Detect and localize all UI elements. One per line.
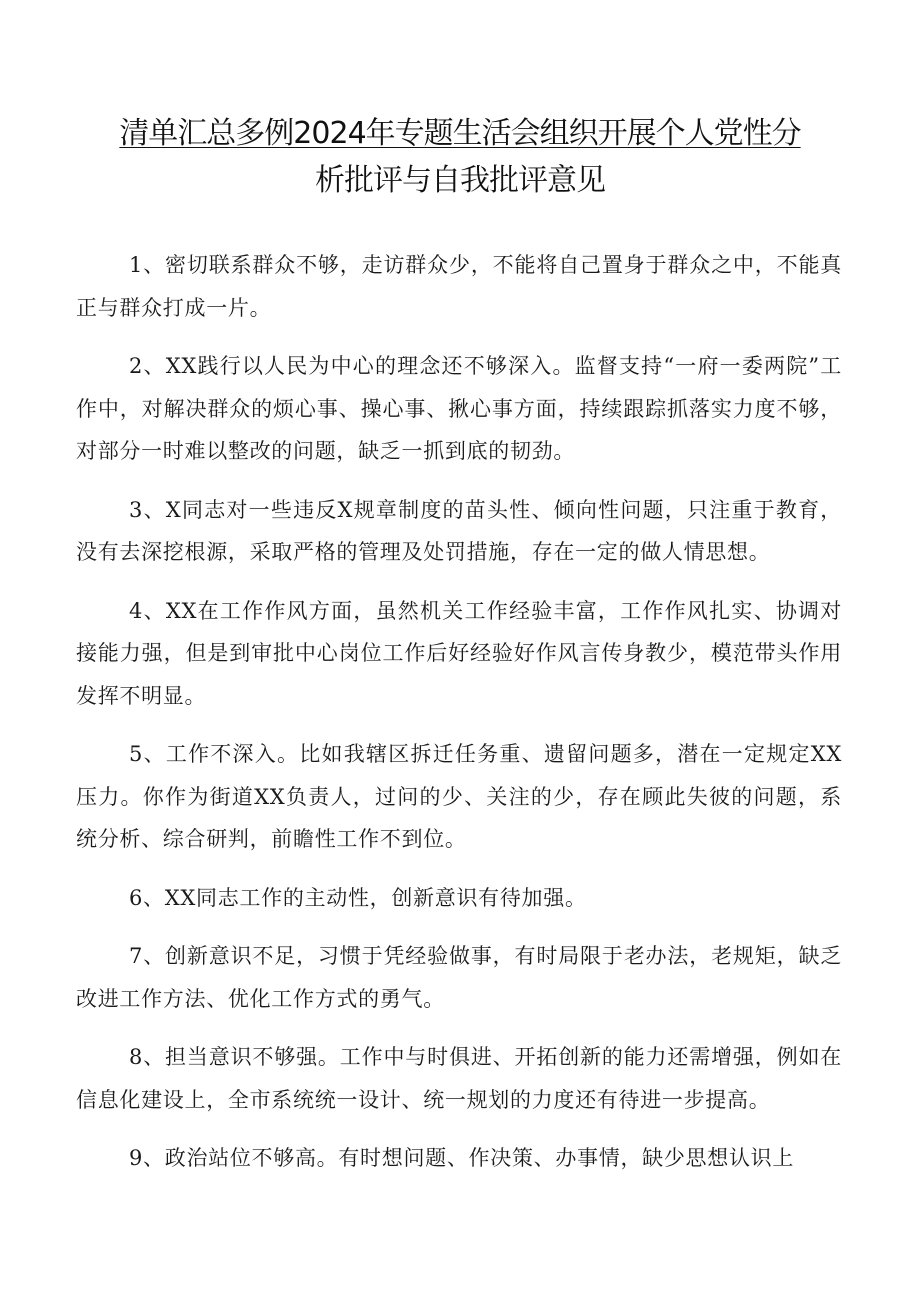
paragraph-7: 7、创新意识不足，习惯于凭经验做事，有时局限于老办法，老规矩，缺乏改进工作方法、优化工作方式的勇气。	[76, 944, 842, 1011]
paragraph-1: 1、密切联系群众不够，走访群众少，不能将自己置身于群众之中，不能真正与群众打成一片。	[76, 253, 842, 320]
paragraph-9: 9、政治站位不够高。有时想问题、作决策、办事情，缺少思想认识上	[129, 1146, 795, 1170]
paragraph-2: 2、XX践行以人民为中心的理念还不够深入。监督支持“一府一委两院”工作中，对解决群众的烦心事、操心事、揪心事方面，持续跟踪抓落实力度不够，对部分一时难以整改的问题，缺乏一抓到底的韧劲。	[76, 354, 842, 463]
paragraph-8: 8、担当意识不够强。工作中与时俱进、开拓创新的能力还需增强，例如在信息化建设上，全市系统统一设计、统一规划的力度还有待进一步提高。	[76, 1045, 842, 1112]
title-line-1: 清单汇总多例2024年专题生活会组织开展个人党性分	[119, 116, 801, 151]
paragraph-5: 5、工作不深入。比如我辖区拆迁任务重、遗留问题多，潜在一定规定XX压力。你作为街道XX负责人，过问的少、关注的少，存在顾此失彼的问题，系统分析、综合研判，前瞻性工作不到位。	[76, 742, 842, 851]
document-body	[76, 244, 842, 1196]
paragraph-4: 4、XX在工作作风方面，虽然机关工作经验丰富，工作作风扎实、协调对接能力强，但是到审批中心岗位工作后好经验好作风言传身教少，模范带头作用发挥不明显。	[76, 598, 842, 708]
paragraph-3: 3、X同志对一些违反X规章制度的苗头性、倾向性问题，只注重于教育，没有去深挖根源，采取严格的管理及处罚措施，存在一定的做人情思想。	[76, 497, 842, 564]
title-line-2: 析批评与自我批评意见	[315, 163, 605, 198]
paragraph-6: 6、XX同志工作的主动性，创新意识有待加强。	[129, 885, 587, 910]
document-title	[90, 110, 830, 204]
